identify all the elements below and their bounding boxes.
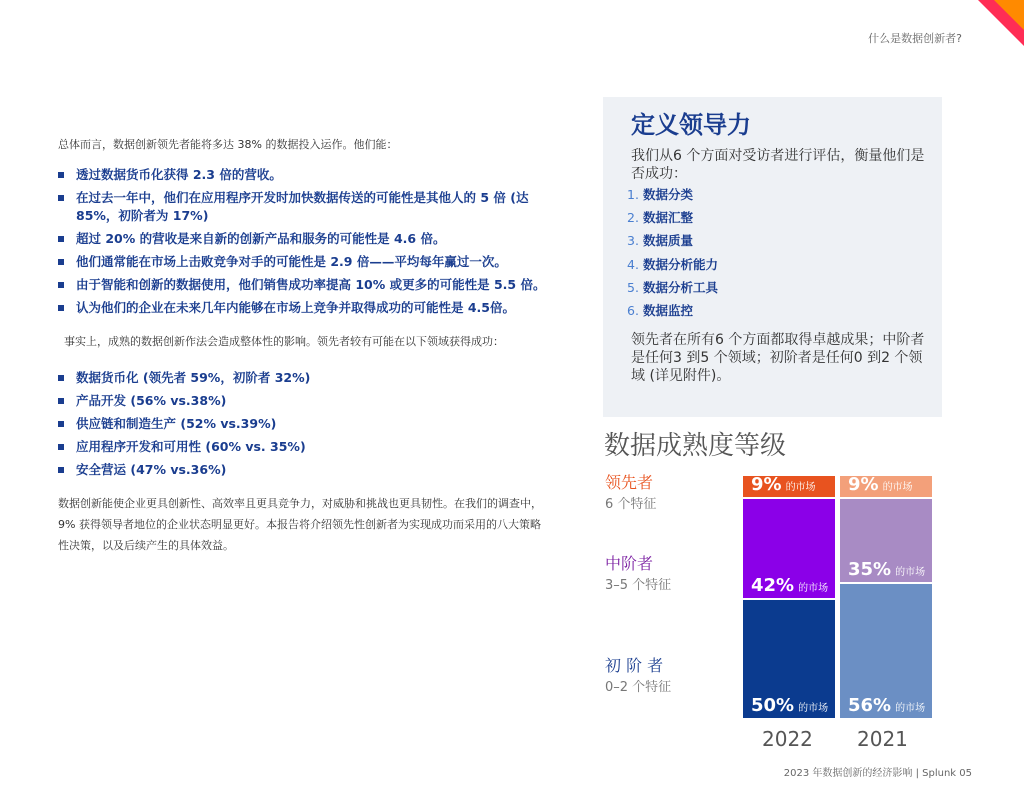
level-name: 中阶者: [605, 554, 654, 573]
list-item-text: 由于智能和创新的数据使用，他们销售成功率提高 10% 或更多的可能性是 5.5 倍。: [76, 277, 546, 292]
maturity-bar-segment: [840, 476, 932, 497]
list-item: [58, 299, 550, 317]
leadership-panel: [603, 97, 942, 417]
criteria-label: 数据分类: [642, 187, 693, 202]
list-item-text: 透过数据货币化获得 2.3 倍的营收。: [76, 167, 282, 182]
year-label-2022: 2022: [762, 727, 813, 751]
segment-market-label: 的市场: [798, 583, 829, 594]
criteria-item: [627, 185, 718, 208]
list-item: [58, 166, 550, 184]
mid-text: 事实上，成熟的数据创新作法会造成整体性的影响。领先者较有可能在以下领域获得成功：: [64, 335, 504, 348]
list-item-text: 安全营运 (47% vs.36%): [76, 462, 227, 477]
segment-market-label: 的市场: [895, 567, 926, 578]
criteria-label: 数据监控: [642, 302, 693, 318]
list-item: [58, 415, 550, 433]
bullet-square-icon: [58, 444, 64, 450]
criteria-label: 数据分析工具: [642, 279, 718, 295]
maturity-bar-segment: [840, 584, 932, 718]
list-item: [58, 461, 550, 479]
level-sub: 6 个特征: [605, 497, 657, 512]
level-mid: [605, 551, 671, 593]
panel-note: 领先者在所有6 个方面都取得卓越成果；中阶者是任何3 到5 个领域；初阶者是任何0 到2 个领域 (详见附件)。: [631, 332, 925, 384]
criteria-item: [627, 255, 718, 278]
list-item-text: 认为他们的企业在未来几年内能够在市场上竞争并取得成功的可能性是 4.5倍。: [76, 300, 515, 315]
maturity-title: 数据成熟度等级: [604, 431, 787, 461]
list-item: [58, 276, 550, 294]
bullet-square-icon: [58, 398, 64, 404]
level-sub: 3–5 个特征: [605, 578, 672, 593]
segment-value-label: 50% 的市场: [751, 695, 829, 716]
segment-value-label: 35% 的市场: [848, 559, 926, 580]
bullet-square-icon: [58, 172, 64, 178]
segment-value-label: 42% 的市场: [751, 575, 829, 596]
criteria-number: 2.: [627, 210, 639, 226]
level-sub: 0–2 个特征: [605, 680, 672, 695]
list-item: [58, 369, 550, 387]
intro-text: 总体而言，数据创新领先者能将多达 38% 的数据投入运作。他们能：: [58, 138, 398, 151]
bullet-square-icon: [58, 236, 64, 242]
list-item: [58, 392, 550, 410]
list-item: [58, 189, 550, 225]
criteria-item: [627, 231, 718, 254]
criteria-number: 4.: [627, 256, 639, 272]
level-leader: [605, 470, 656, 512]
panel-intro: 我们从6 个方面对受访者进行评估，衡量他们是否成功：: [631, 148, 925, 182]
list-item: [58, 230, 550, 248]
criteria-label: 数据分析能力: [642, 256, 718, 272]
criteria-number: 5.: [627, 279, 639, 295]
bullet-square-icon: [58, 375, 64, 381]
criteria-item: [627, 208, 718, 231]
list-item-text: 应用程序开发和可用性 (60% vs. 35%): [76, 439, 306, 454]
criteria-list: [627, 185, 718, 324]
footer-text: 2023 年数据创新的经济影响 | Splunk 05: [783, 768, 972, 779]
success-areas-list: [58, 369, 550, 479]
list-item-text: 供应链和制造生产 (52% vs.39%): [76, 416, 277, 431]
maturity-bar-segment: [743, 600, 835, 718]
bullet-square-icon: [58, 282, 64, 288]
closing-text: 数据创新能使企业更具创新性、高效率且更具竞争力，对威胁和挑战也更具韧性。在我们的调查中，9% 获得领导者地位的企业状态明显更好。本报告将介绍领先性创新者为实现成功而采用的八大策略性决策，以及后续产生的具体效益。: [58, 497, 542, 552]
segment-value-label: 9% 的市场: [848, 474, 913, 495]
bullet-square-icon: [58, 305, 64, 311]
bullet-square-icon: [58, 467, 64, 473]
segment-market-label: 的市场: [798, 703, 829, 714]
segment-market-label: 的市场: [895, 703, 926, 714]
list-item: [58, 438, 550, 456]
criteria-number: 1.: [627, 187, 639, 202]
list-item-text: 他们通常能在市场上击败竞争对手的可能性是 2.9 倍——平均每年赢过一次。: [76, 254, 507, 269]
leader-benefits-list: [58, 166, 550, 317]
left-column: [58, 136, 550, 567]
maturity-bar-segment: [743, 499, 835, 598]
list-item-text: 超过 20% 的营收是来自新的创新产品和服务的可能性是 4.6 倍。: [76, 231, 446, 246]
panel-title: 定义领导力: [631, 111, 751, 139]
segment-value-label: 56% 的市场: [848, 695, 926, 716]
segment-market-label: 的市场: [882, 482, 913, 493]
corner-accent-inner: [994, 0, 1024, 30]
list-item-text: 在过去一年中，他们在应用程序开发时加快数据传送的可能性是其他人的 5 倍 (达 85%，初阶者为 17%): [76, 190, 529, 223]
bullet-square-icon: [58, 195, 64, 201]
criteria-label: 数据质量: [642, 233, 693, 249]
segment-value-label: 9% 的市场: [751, 474, 816, 495]
bullet-square-icon: [58, 259, 64, 265]
list-item-text: 产品开发 (56% vs.38%): [76, 393, 227, 408]
level-name: 领先者: [605, 473, 654, 492]
level-beginner: [605, 653, 671, 695]
segment-market-label: 的市场: [785, 482, 816, 493]
criteria-item: [627, 278, 718, 301]
criteria-number: 3.: [627, 233, 639, 249]
level-name: 初 阶 者: [605, 656, 664, 675]
bullet-square-icon: [58, 421, 64, 427]
maturity-bar-segment: [743, 476, 835, 497]
list-item: [58, 253, 550, 271]
section-title: 什么是数据创新者?: [868, 32, 962, 45]
maturity-bar-segment: [840, 499, 932, 582]
criteria-number: 6.: [627, 302, 639, 318]
criteria-label: 数据汇整: [642, 210, 693, 226]
list-item-text: 数据货币化 (领先者 59%，初阶者 32%): [76, 370, 311, 385]
year-label-2021: 2021: [857, 727, 908, 751]
criteria-item: [627, 301, 718, 324]
